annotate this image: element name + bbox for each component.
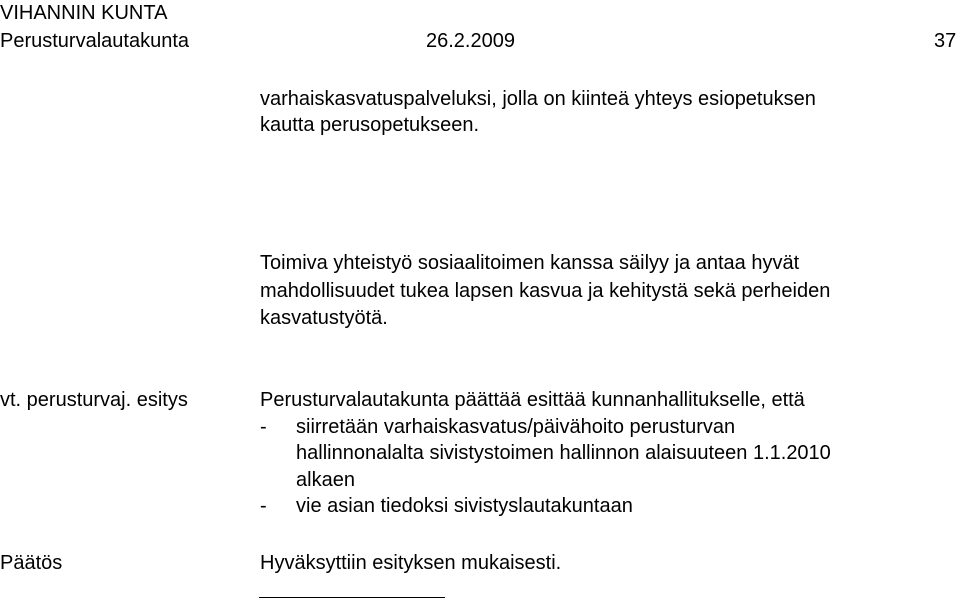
proposal-item-1-bullet: - — [260, 416, 267, 438]
proposal-item-2-line-1: vie asian tiedoksi sivistyslautakuntaan — [296, 495, 633, 517]
proposal-intro: Perusturvalautakunta päättää esittää kunnanhallitukselle, että — [260, 389, 805, 411]
proposal-label: vt. perusturvaj. esitys — [0, 389, 188, 411]
paragraph-2-line-1: Toimiva yhteistyö sosiaalitoimen kanssa säilyy ja antaa hyvät — [260, 252, 800, 274]
signature-rule — [259, 597, 445, 598]
proposal-item-1-line-1: siirretään varhaiskasvatus/päivähoito perusturvan — [296, 416, 736, 438]
proposal-item-1-line-2: hallinnonalalta sivistystoimen hallinnon alaisuuteen 1.1.2010 — [296, 442, 831, 464]
board-name: Perusturvalautakunta — [0, 30, 190, 52]
document-date: 26.2.2009 — [426, 30, 515, 52]
decision-label: Päätös — [0, 552, 63, 574]
paragraph-2-line-2: mahdollisuudet tukea lapsen kasvua ja kehitystä sekä perheiden — [260, 280, 831, 302]
paragraph-2-line-3: kasvatustyötä. — [260, 307, 388, 329]
municipality-name: VIHANNIN KUNTA — [0, 2, 168, 24]
decision-text: Hyväksyttiin esityksen mukaisesti. — [260, 552, 562, 574]
paragraph-1-line-2: kautta perusopetukseen. — [260, 114, 480, 136]
proposal-item-2-bullet: - — [260, 495, 267, 517]
proposal-item-1-line-3: alkaen — [296, 469, 355, 491]
page-number: 37 — [934, 30, 957, 52]
paragraph-1-line-1: varhaiskasvatuspalveluksi, jolla on kiinteä yhteys esiopetuksen — [260, 88, 816, 110]
